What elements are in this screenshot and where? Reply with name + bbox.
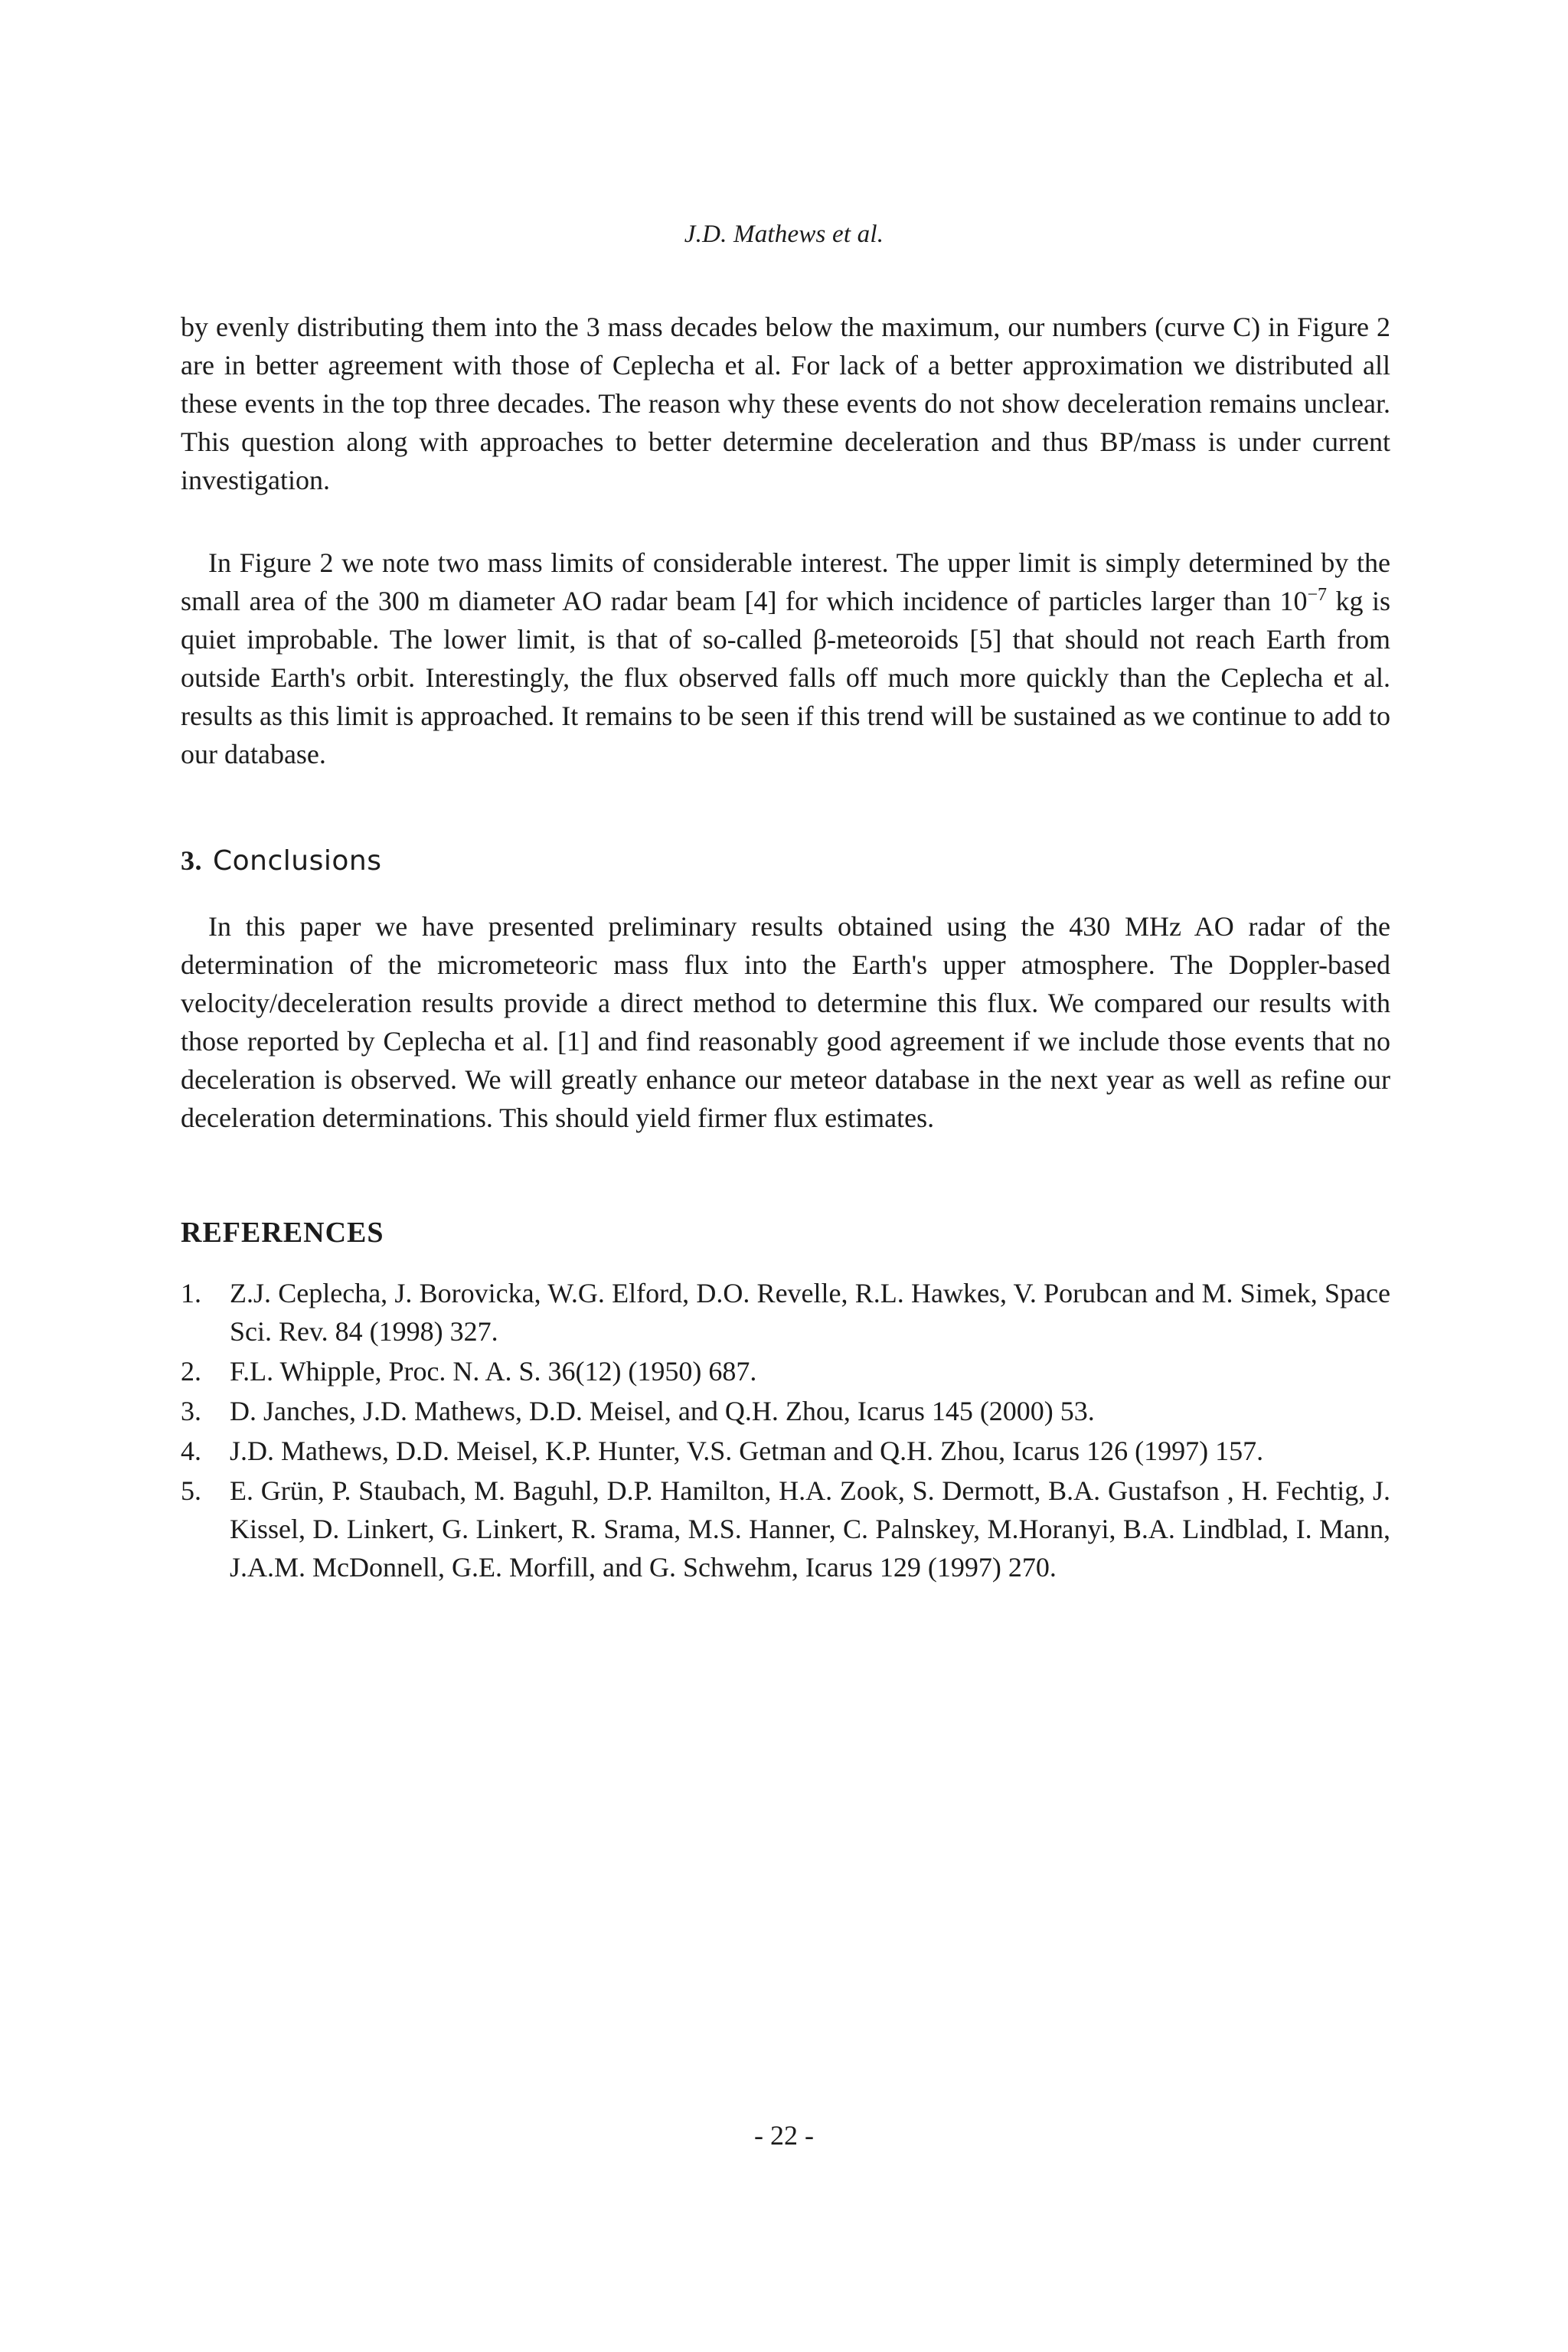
reference-text: F.L. Whipple, Proc. N. A. S. 36(12) (1950) 687. xyxy=(230,1356,757,1387)
paragraph-text: by evenly distributing them into the 3 mass decades below the maximum, our numbers (curve C) in Figure 2 are in better agreement with those of Ceplecha et al. For lack of a better approximation we distributed all these events in the top three decades. The reason why these events do not show deceleration remains unclear. This question along with approaches to better determine deceleration and thus BP/mass is under current investigation. xyxy=(181,312,1390,495)
reference-text: E. Grün, P. Staubach, M. Baguhl, D.P. Hamilton, H.A. Zook, S. Dermott, B.A. Gustafson , H. Fechtig, J. Kissel, D. Linkert, G. Linkert, R. Srama, M.S. Hanner, C. Palnskey, M.Horanyi, B.A. Lindblad, I. Mann, J.A.M. McDonnell, G.E. Morfill, and G. Schwehm, Icarus 129 (1997) 270. xyxy=(230,1475,1390,1583)
paragraph-mass-limits xyxy=(181,544,1390,773)
references-list xyxy=(181,1274,1390,1588)
paragraph-conclusions xyxy=(181,907,1390,1137)
reference-text: D. Janches, J.D. Mathews, D.D. Meisel, and Q.H. Zhou, Icarus 145 (2000) 53. xyxy=(230,1396,1095,1426)
section-number: 3. xyxy=(181,845,202,876)
paragraph-text-part: kg is quiet improbable. The lower limit, is that of so-called β-meteoroids [5] that should not reach Earth from outside Earth's orbit. Interestingly, the flux observed falls off much more quickly than the Ceplecha et al. results as this limit is approached. It remains to be seen if this trend will be sustained as we continue to add to our database. xyxy=(181,586,1390,769)
reference-item xyxy=(181,1352,1390,1390)
reference-number: 3. xyxy=(181,1396,201,1426)
reference-item xyxy=(181,1392,1390,1430)
reference-number: 5. xyxy=(181,1475,201,1506)
reference-text: J.D. Mathews, D.D. Meisel, K.P. Hunter, V.S. Getman and Q.H. Zhou, Icarus 126 (1997) 157. xyxy=(230,1436,1264,1466)
reference-item xyxy=(181,1472,1390,1586)
section-title: Conclusions xyxy=(213,845,382,877)
reference-text: Z.J. Ceplecha, J. Borovicka, W.G. Elford, D.O. Revelle, R.L. Hawkes, V. Porubcan and M. Simek, Space Sci. Rev. 84 (1998) 327. xyxy=(230,1278,1390,1347)
section-heading xyxy=(181,844,381,877)
reference-number: 2. xyxy=(181,1356,201,1387)
reference-number: 4. xyxy=(181,1436,201,1466)
paragraph-text-part: In Figure 2 we note two mass limits of considerable interest. The upper limit is simply determined by the small area of the 300 m diameter AO radar beam [4] for which incidence of particles larger than 10 xyxy=(181,547,1390,616)
references-heading: REFERENCES xyxy=(181,1217,384,1249)
exponent: −7 xyxy=(1307,585,1328,605)
reference-item xyxy=(181,1274,1390,1351)
paragraph-text: In this paper we have presented preliminary results obtained using the 430 MHz AO radar of the determination of the micrometeoric mass flux into the Earth's upper atmosphere. The Doppler-based velocity/deceleration results provide a direct method to determine this flux. We compared our results with those reported by Ceplecha et al. [1] and find reasonably good agreement if we include those events that no deceleration is observed. We will greatly enhance our meteor database in the next year as well as refine our deceleration determinations. This should yield firmer flux estimates. xyxy=(181,911,1390,1133)
page-number: - 22 - xyxy=(754,2120,814,2151)
paragraph-text xyxy=(181,544,1390,773)
reference-number: 1. xyxy=(181,1278,201,1308)
paragraph-continued xyxy=(181,308,1390,499)
running-head: J.D. Mathews et al. xyxy=(684,220,884,248)
reference-item xyxy=(181,1432,1390,1470)
